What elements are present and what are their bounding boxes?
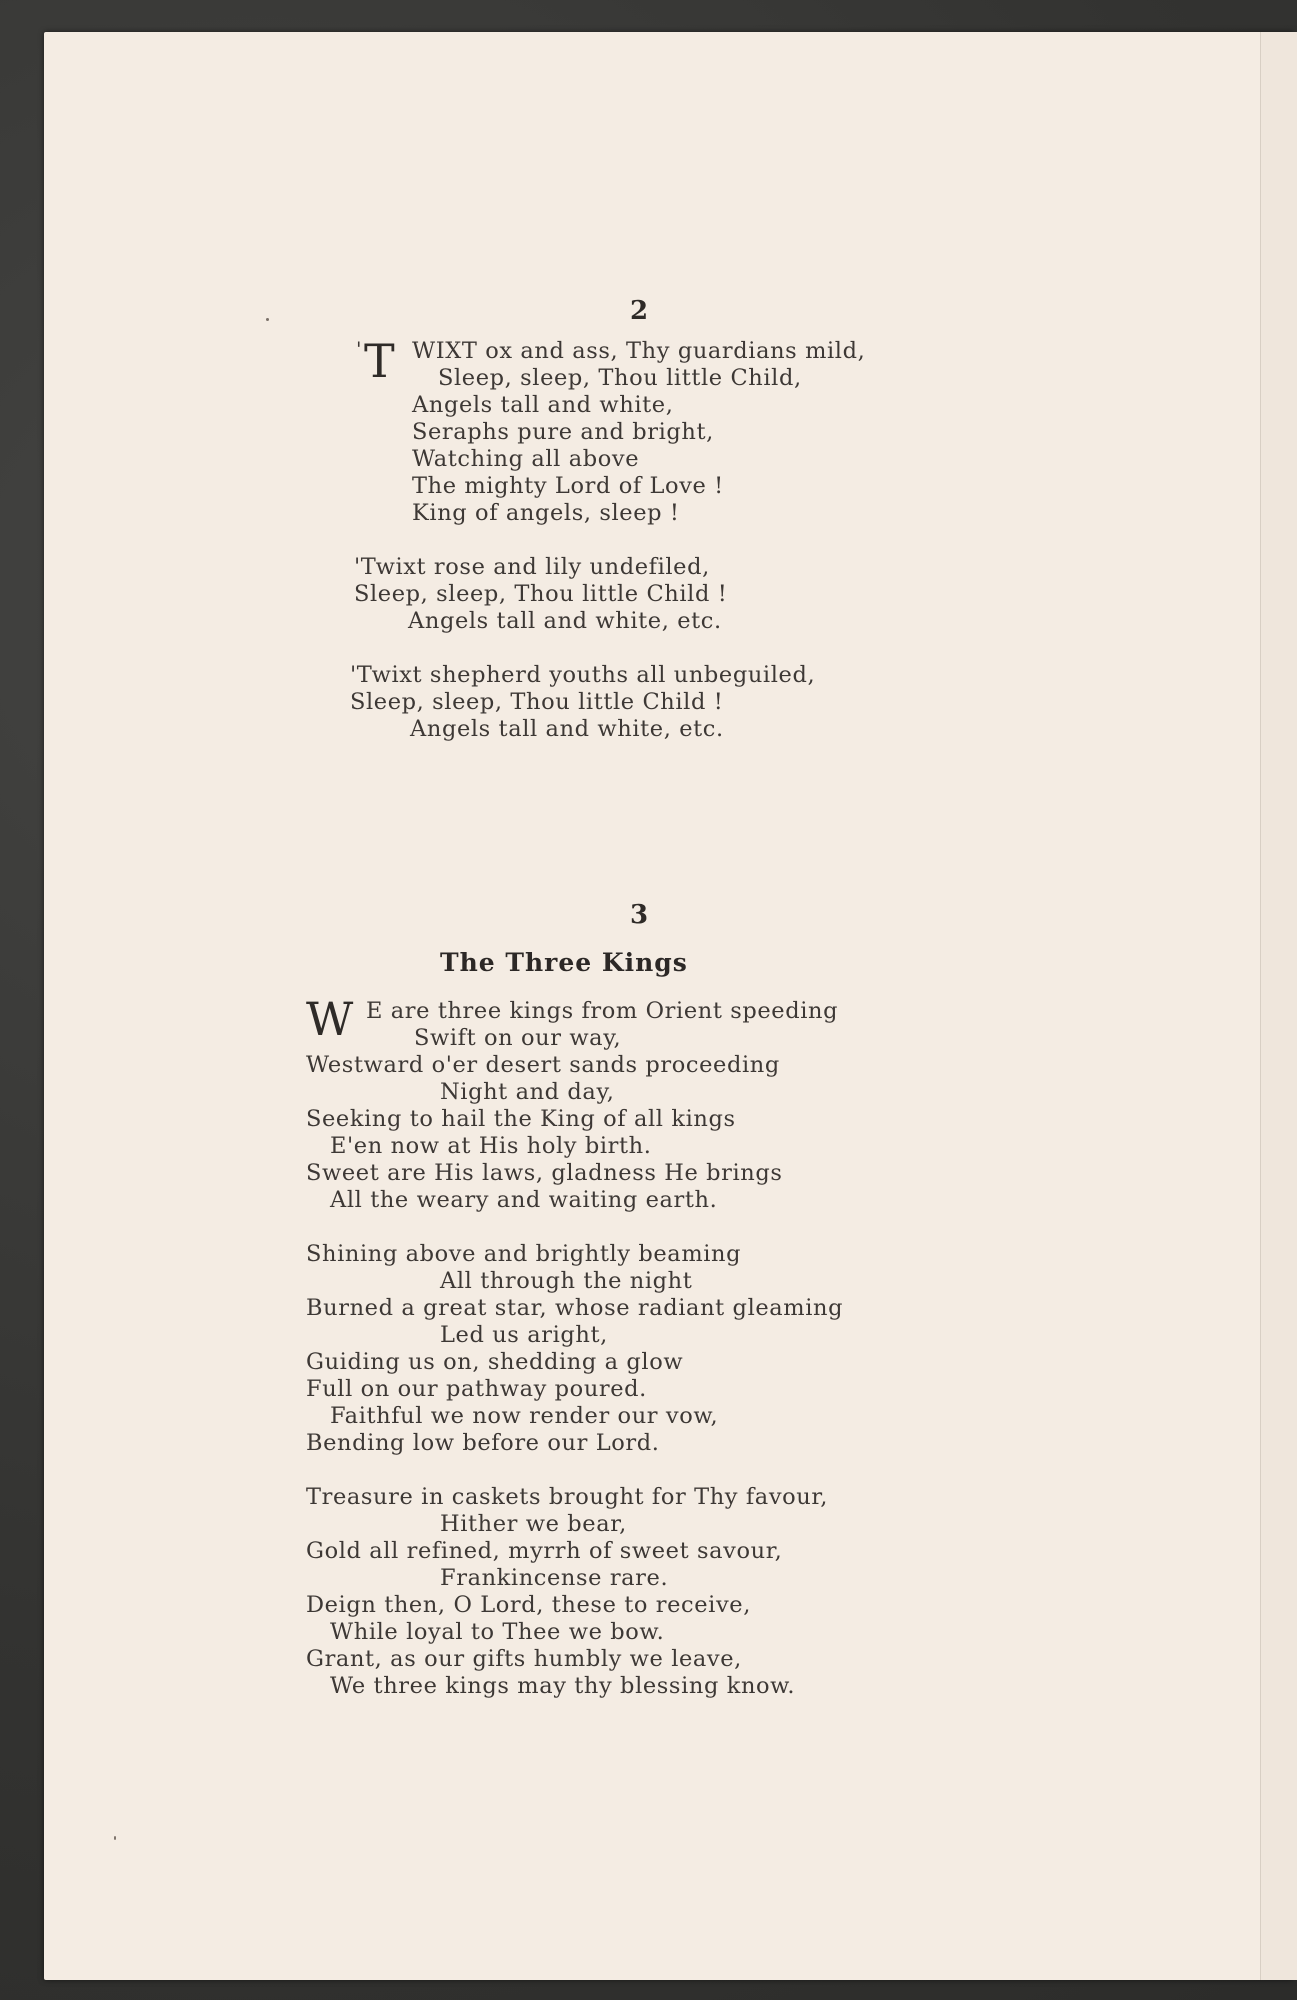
carol-2-line: Watching all above <box>412 446 640 472</box>
carol-3-number: 3 <box>630 900 649 930</box>
carol-2-line: Sleep, sleep, Thou little Child ! <box>350 689 724 715</box>
carol-2-line-1: WIXT ox and ass, Thy guardians mild, <box>412 338 866 364</box>
opening-quote: ' <box>356 337 363 361</box>
carol-3-line: Guiding us on, shedding a glow <box>306 1349 684 1375</box>
carol-3-line: E'en now at His holy birth. <box>330 1133 652 1159</box>
carol-2-line: 'Twixt rose and lily undefiled, <box>354 554 710 580</box>
carol-2-line: The mighty Lord of Love ! <box>412 473 724 499</box>
carol-3-line: All through the night <box>440 1268 693 1294</box>
carol-3-line: Bending low before our Lord. <box>306 1430 660 1456</box>
carol-3-line: Gold all refined, myrrh of sweet savour, <box>306 1538 783 1564</box>
carol-2-line: Seraphs pure and bright, <box>412 419 714 445</box>
carol-2-line: 'Twixt shepherd youths all unbeguiled, <box>350 662 816 688</box>
carol-2-line: Sleep, sleep, Thou little Child, <box>438 365 802 391</box>
paper-speck <box>266 318 269 321</box>
carol-2-line: Angels tall and white, <box>412 392 674 418</box>
carol-3-line: Hither we bear, <box>440 1511 627 1537</box>
carol-3-line: Burned a great star, whose radiant gleaming <box>306 1295 844 1321</box>
carol-2-line: Sleep, sleep, Thou little Child ! <box>354 581 728 607</box>
carol-3-dropcap: W <box>306 992 354 1046</box>
carol-3-line: Seeking to hail the King of all kings <box>306 1106 736 1132</box>
carol-3-title: The Three Kings <box>440 948 688 977</box>
carol-3-line: Frankincense rare. <box>440 1565 669 1591</box>
carol-3-line: Swift on our way, <box>414 1025 622 1051</box>
carol-3-line: While loyal to Thee we bow. <box>330 1619 665 1645</box>
carol-2-line: Angels tall and white, etc. <box>410 716 724 742</box>
carol-3-line: Treasure in caskets brought for Thy favour, <box>306 1484 828 1510</box>
carol-2-number: 2 <box>630 296 649 326</box>
carol-3-line: Deign then, O Lord, these to receive, <box>306 1592 751 1618</box>
carol-3-line: We three kings may thy blessing know. <box>330 1673 796 1699</box>
carol-3-line: Night and day, <box>440 1079 615 1105</box>
carol-2-line: King of angels, sleep ! <box>412 500 680 526</box>
paper-speck <box>114 1836 116 1840</box>
carol-3-line-1: E are three kings from Orient speeding <box>366 998 839 1024</box>
carol-3-line: All the weary and waiting earth. <box>330 1187 718 1213</box>
carol-3-line: Grant, as our gifts humbly we leave, <box>306 1646 742 1672</box>
carol-3-line: Faithful we now render our vow, <box>330 1403 719 1429</box>
adjacent-page-edge <box>1260 32 1297 1980</box>
carol-2-line: Angels tall and white, etc. <box>408 608 722 634</box>
carol-3-line: Full on our pathway poured. <box>306 1376 647 1402</box>
carol-3-line: Led us aright, <box>440 1322 608 1348</box>
carol-3-line: Sweet are His laws, gladness He brings <box>306 1160 783 1186</box>
carol-3-line: Westward o'er desert sands proceeding <box>306 1052 780 1078</box>
carol-2-dropcap: T <box>364 334 395 388</box>
carol-3-line: Shining above and brightly beaming <box>306 1241 742 1267</box>
